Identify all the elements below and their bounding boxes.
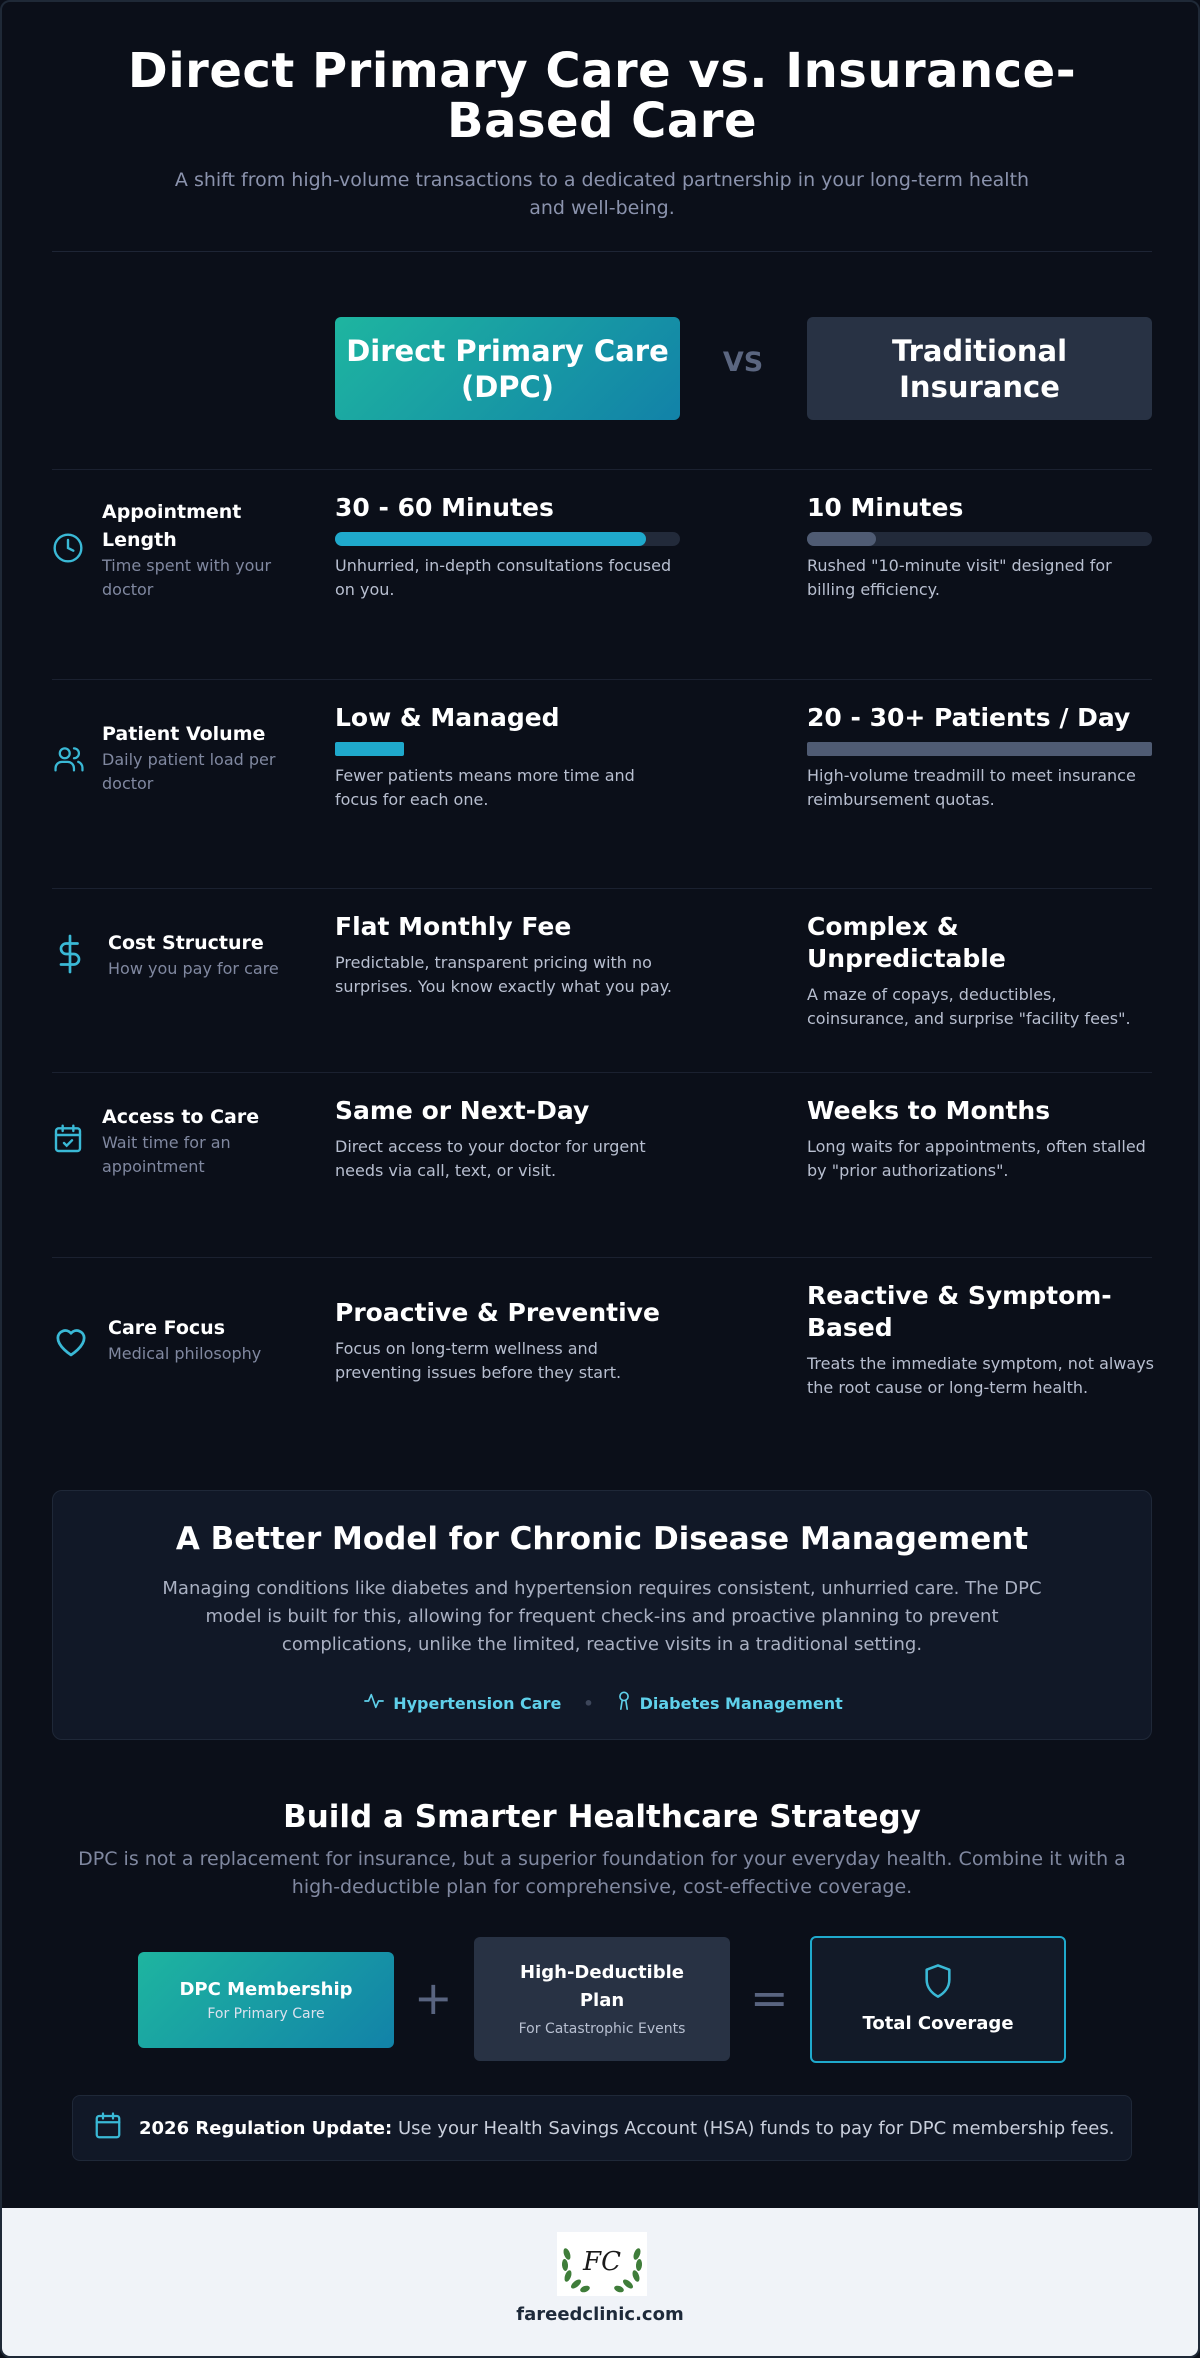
dpc-text: Fewer patients means more time and focus for each one. xyxy=(335,766,635,809)
insurance-cell xyxy=(807,1280,1157,1400)
insurance-text: Treats the immediate symptom, not always the root cause or long-term health. xyxy=(807,1354,1155,1397)
dpc-cell xyxy=(335,911,680,999)
insurance-text: Long waits for appointments, often stalled by "prior authorizations". xyxy=(807,1137,1146,1180)
chronic-text: Managing conditions like diabetes and hypertension requires consistent, unhurried care. The DPC model is built for this, allowing for frequent check-ins and proactive planning to prevent complications, unlike the limited, reactive visits in a traditional setting. xyxy=(162,1578,1042,1655)
clock-icon xyxy=(52,532,84,568)
row-appointment-length xyxy=(52,469,1152,679)
pulse-icon xyxy=(363,1691,393,1715)
dpc-heading: 30 - 60 Minutes xyxy=(335,493,554,522)
clinic-logo[interactable] xyxy=(557,2232,647,2296)
shield-icon xyxy=(921,1962,955,2004)
insurance-text: High-volume treadmill to meet insurance reimbursement quotas. xyxy=(807,766,1136,809)
insurance-cell xyxy=(807,702,1157,812)
insurance-heading: Complex & Unpredictable xyxy=(807,912,1006,973)
plus-sign: + xyxy=(414,1971,453,2025)
row-title: Care Focus xyxy=(108,1317,225,1339)
header-divider xyxy=(52,251,1152,252)
dpc-text: Focus on long-term wellness and preventing issues before they start. xyxy=(335,1339,622,1382)
row-title: Appointment Length xyxy=(102,501,242,551)
insurance-cell xyxy=(807,492,1157,602)
dpc-text: Predictable, transparent pricing with no surprises. You know exactly what you pay. xyxy=(335,953,672,996)
equals-sign: = xyxy=(750,1971,789,2025)
insurance-heading: 10 Minutes xyxy=(807,493,964,522)
logo-monogram: FC xyxy=(583,2247,621,2277)
dpc-time-bar xyxy=(335,532,680,546)
dpc-time-bar-fill xyxy=(335,532,646,546)
update-text xyxy=(139,2118,1114,2139)
row-label xyxy=(102,720,302,796)
box-title: Total Coverage xyxy=(862,2012,1014,2034)
row-label xyxy=(102,498,302,602)
row-label xyxy=(108,1314,308,1366)
total-coverage-box xyxy=(810,1936,1066,2063)
row-patient-volume xyxy=(52,679,1152,888)
update-body: Use your Health Savings Account (HSA) funds to pay for DPC membership fees. xyxy=(392,2117,1115,2139)
ribbon-icon xyxy=(616,1691,640,1715)
box-subtitle: For Primary Care xyxy=(207,2006,325,2022)
insurance-column-header: Traditional Insurance xyxy=(807,317,1152,420)
insurance-heading: Reactive & Symptom-Based xyxy=(807,1281,1112,1342)
insurance-cell xyxy=(807,1095,1157,1183)
row-title: Access to Care xyxy=(102,1106,260,1128)
dpc-heading: Same or Next-Day xyxy=(335,1096,590,1125)
users-icon xyxy=(52,742,86,780)
high-deductible-plan-box xyxy=(474,1937,730,2061)
box-title: DPC Membership xyxy=(179,1979,353,2000)
dpc-heading: Low & Managed xyxy=(335,703,560,732)
dpc-text: Unhurried, in-depth consultations focused on you. xyxy=(335,556,672,599)
dpc-cell xyxy=(335,492,680,602)
page-title: Direct Primary Care vs. Insurance-Based Care xyxy=(127,43,1077,149)
page-subtitle: A shift from high-volume transactions to a dedicated partnership in your long-term health and well-being. xyxy=(174,169,1030,219)
dpc-volume-bar xyxy=(335,742,680,756)
heart-icon xyxy=(52,1324,90,1362)
dpc-cell xyxy=(335,1095,680,1183)
strategy-section xyxy=(52,1797,1152,1901)
chip-diabetes xyxy=(616,1691,843,1715)
regulation-update-banner xyxy=(72,2095,1132,2161)
insurance-text: A maze of copays, deductibles, coinsurance, and surprise "facility fees". xyxy=(807,985,1131,1028)
row-label xyxy=(108,929,308,981)
row-access-to-care xyxy=(52,1072,1152,1257)
insurance-heading: 20 - 30+ Patients / Day xyxy=(807,703,1131,732)
row-description: How you pay for care xyxy=(108,959,279,978)
row-description: Daily patient load per doctor xyxy=(102,750,276,793)
dpc-cell xyxy=(335,702,680,812)
chronic-disease-card xyxy=(52,1490,1152,1740)
dpc-heading: Proactive & Preventive xyxy=(335,1298,660,1327)
chip-hypertension xyxy=(363,1691,561,1715)
dpc-cell xyxy=(335,1297,680,1385)
vs-label: VS xyxy=(722,347,764,378)
row-title: Cost Structure xyxy=(108,932,264,954)
insurance-heading: Weeks to Months xyxy=(807,1096,1051,1125)
chronic-title: A Better Model for Chronic Disease Management xyxy=(175,1521,1029,1557)
dollar-icon xyxy=(52,933,88,979)
row-description: Wait time for an appointment xyxy=(102,1133,231,1176)
row-care-focus xyxy=(52,1257,1155,1447)
calendar-check-icon xyxy=(52,1123,84,1159)
box-title: High-Deductible Plan xyxy=(520,1962,684,2011)
row-title: Patient Volume xyxy=(102,723,266,745)
row-description: Time spent with your doctor xyxy=(102,556,272,599)
calendar-icon xyxy=(93,2111,123,2145)
row-label xyxy=(102,1103,302,1179)
insurance-cell xyxy=(807,911,1157,1031)
footer-url[interactable]: fareedclinic.com xyxy=(516,2304,684,2325)
box-subtitle: For Catastrophic Events xyxy=(518,2021,686,2037)
chip-separator: • xyxy=(583,1693,594,1713)
chip-label: Hypertension Care xyxy=(393,1693,562,1713)
footer xyxy=(2,2208,1198,2358)
dpc-column-header: Direct Primary Care (DPC) xyxy=(335,317,680,420)
insurance-volume-bar-fill xyxy=(807,742,1152,756)
chronic-chips xyxy=(53,1691,1153,1715)
laurel-icon xyxy=(557,2232,647,2296)
row-cost-structure xyxy=(52,888,1152,1072)
update-bold: 2026 Regulation Update: xyxy=(139,2117,393,2139)
strategy-title: Build a Smarter Healthcare Strategy xyxy=(283,1799,921,1835)
insurance-time-bar xyxy=(807,532,1152,546)
row-description: Medical philosophy xyxy=(108,1344,262,1363)
dpc-membership-box xyxy=(138,1952,394,2048)
dpc-text: Direct access to your doctor for urgent needs via call, text, or visit. xyxy=(335,1137,646,1180)
chip-label: Diabetes Management xyxy=(639,1693,843,1713)
insurance-time-bar-fill xyxy=(807,532,876,546)
dpc-volume-bar-fill xyxy=(335,742,404,756)
dpc-heading: Flat Monthly Fee xyxy=(335,912,572,941)
strategy-text: DPC is not a replacement for insurance, but a superior foundation for your everyday health. Combine it with a high-deductible plan for comprehensive, cost-effective coverage. xyxy=(78,1848,1126,1898)
insurance-text: Rushed "10-minute visit" designed for billing efficiency. xyxy=(807,556,1112,599)
header xyxy=(52,43,1152,222)
insurance-volume-bar xyxy=(807,742,1152,756)
